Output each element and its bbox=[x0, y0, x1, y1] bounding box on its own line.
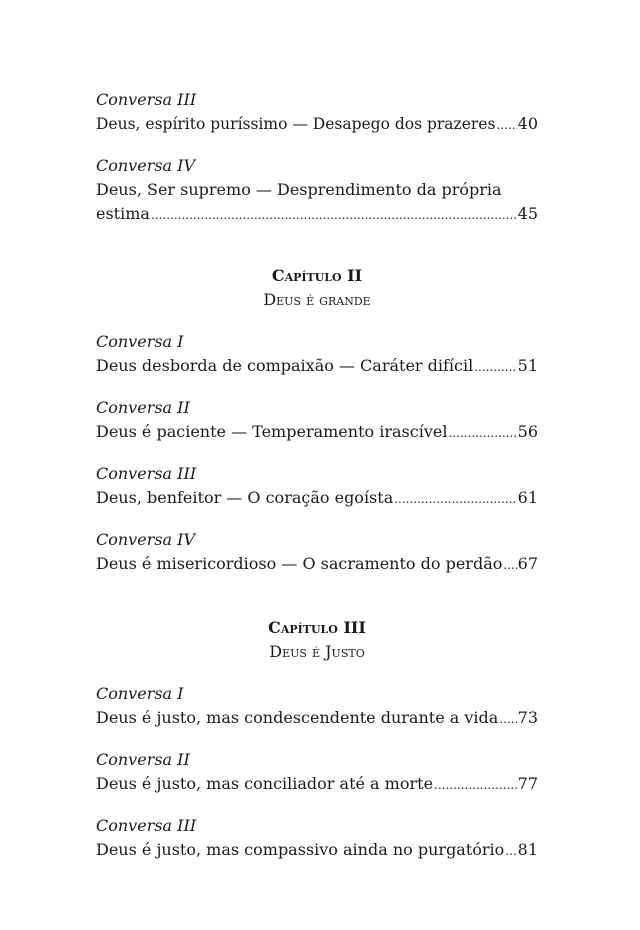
conversa-label: Conversa IV bbox=[96, 530, 196, 549]
page-number: 45 bbox=[517, 204, 538, 223]
toc-line bbox=[96, 112, 538, 136]
chapter-number: Capítulo II bbox=[271, 266, 363, 285]
dot-leader bbox=[503, 553, 516, 577]
chapter-heading bbox=[96, 616, 538, 664]
toc-line bbox=[96, 354, 538, 378]
dot-leader bbox=[448, 421, 516, 445]
entry-title: Deus, Ser supremo — Desprendimento da própria bbox=[96, 180, 502, 199]
conversa-label: Conversa II bbox=[96, 398, 190, 417]
toc-entry bbox=[96, 682, 538, 730]
entry-title: Deus desborda de compaixão — Caráter difícil bbox=[96, 356, 474, 375]
toc-line bbox=[96, 486, 538, 510]
toc-line bbox=[96, 838, 538, 862]
page-number: 61 bbox=[517, 488, 538, 507]
conversa-label: Conversa III bbox=[96, 90, 197, 109]
page-number: 67 bbox=[517, 554, 538, 573]
toc-line bbox=[96, 420, 538, 444]
page-number: 51 bbox=[517, 356, 538, 375]
dot-leader bbox=[496, 113, 516, 137]
toc-line bbox=[96, 772, 538, 796]
chapter-title: Deus é grande bbox=[263, 290, 371, 309]
entry-title: Deus, espírito puríssimo — Desapego dos prazeres bbox=[96, 115, 496, 133]
toc-line bbox=[96, 202, 538, 226]
entry-title: Deus é paciente — Temperamento irascível bbox=[96, 422, 448, 441]
conversa-label: Conversa IV bbox=[96, 156, 196, 175]
dot-leader bbox=[434, 773, 517, 797]
toc-entry bbox=[96, 330, 538, 378]
page-number: 77 bbox=[517, 774, 538, 793]
toc-entry bbox=[96, 462, 538, 510]
page-number: 73 bbox=[517, 708, 538, 727]
chapter-heading bbox=[96, 264, 538, 312]
toc-entry bbox=[96, 396, 538, 444]
entry-title: Deus é justo, mas condescendente durante a vida bbox=[96, 708, 499, 727]
toc-entry bbox=[96, 748, 538, 796]
toc-entry bbox=[96, 154, 538, 226]
conversa-label: Conversa I bbox=[96, 684, 184, 703]
dot-leader bbox=[505, 839, 516, 863]
chapter-number: Capítulo III bbox=[268, 618, 366, 637]
dot-leader bbox=[151, 203, 517, 227]
dot-leader bbox=[394, 487, 516, 511]
entry-title-continued: estima bbox=[96, 204, 150, 223]
conversa-label: Conversa III bbox=[96, 816, 197, 835]
entry-title: Deus é misericordioso — O sacramento do perdão bbox=[96, 554, 503, 573]
conversa-label: Conversa I bbox=[96, 332, 184, 351]
page-number: 81 bbox=[517, 840, 538, 859]
conversa-label: Conversa II bbox=[96, 750, 190, 769]
dot-leader bbox=[499, 707, 516, 731]
page-number: 56 bbox=[517, 422, 538, 441]
toc-entry bbox=[96, 88, 538, 136]
toc-line bbox=[96, 706, 538, 730]
chapter-title: Deus é Justo bbox=[269, 642, 365, 661]
toc-line bbox=[96, 552, 538, 576]
page-number: 40 bbox=[517, 114, 538, 133]
entry-title: Deus é justo, mas compassivo ainda no purgatório bbox=[96, 840, 505, 859]
conversa-label: Conversa III bbox=[96, 464, 197, 483]
dot-leader bbox=[474, 355, 516, 379]
entry-title: Deus, benfeitor — O coração egoísta bbox=[96, 488, 394, 507]
toc-entry bbox=[96, 528, 538, 576]
entry-title: Deus é justo, mas conciliador até a morte bbox=[96, 774, 434, 793]
toc-entry bbox=[96, 814, 538, 862]
